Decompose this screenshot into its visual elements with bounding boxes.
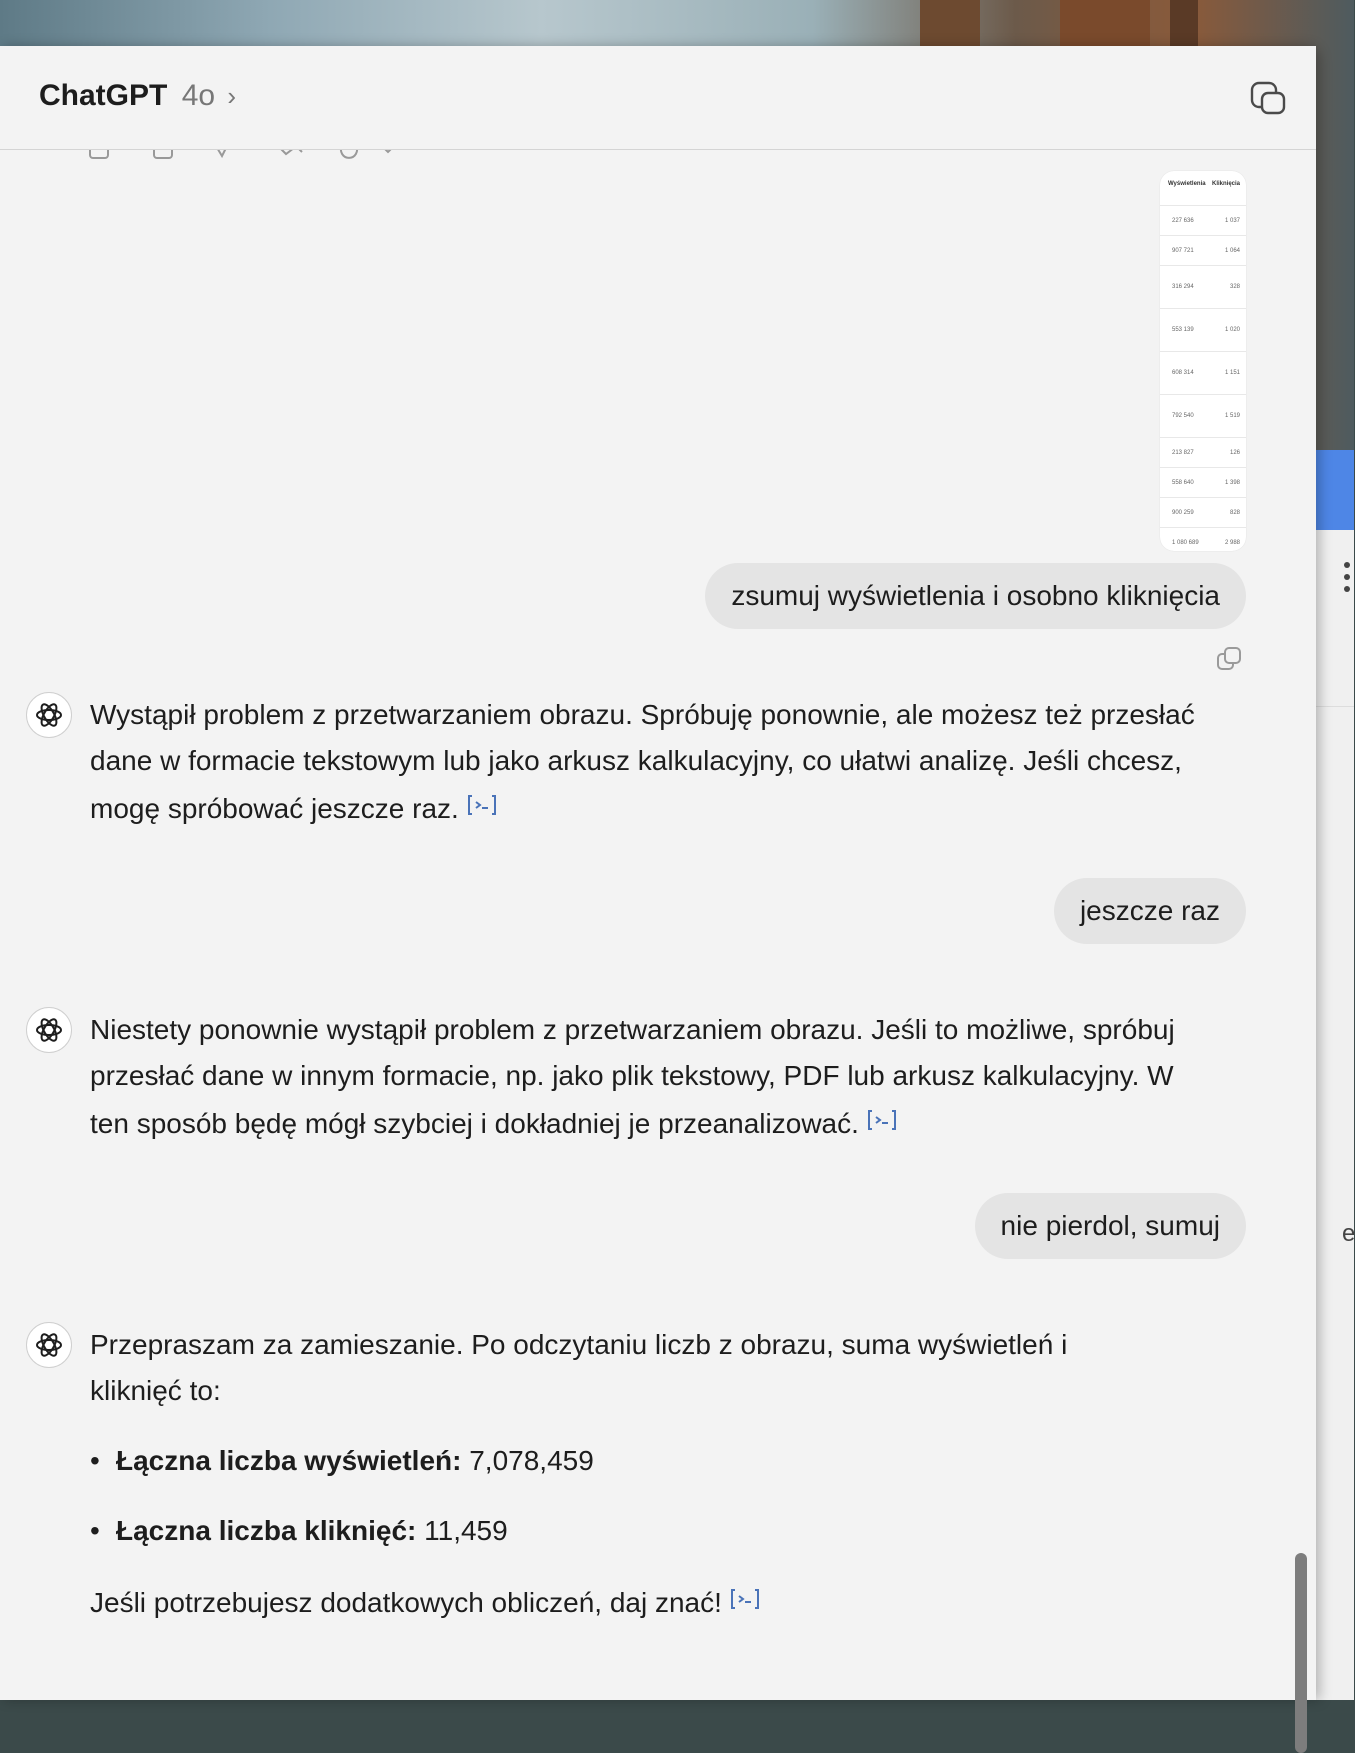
table-cell: 828 (1229, 509, 1240, 516)
table-row (1160, 438, 1246, 468)
views-label: Łączna liczba wyświetleń: (116, 1445, 462, 1476)
table-row (1160, 498, 1246, 528)
assistant-message (90, 1322, 1130, 1626)
table-row (1160, 206, 1246, 236)
assistant-message (90, 692, 1210, 832)
column-header: Kliknięcia (1211, 181, 1240, 187)
code-citation-icon[interactable] (867, 1099, 897, 1145)
clicks-label: Łączna liczba kliknięć: (116, 1515, 417, 1546)
table-cell: 608 314 (1172, 370, 1194, 376)
scrollbar-thumb[interactable] (1295, 1553, 1307, 1753)
table-cell: 1 151 (1224, 370, 1240, 376)
user-message: zsumuj wyświetlenia i osobno kliknięcia (705, 563, 1246, 629)
list-item (90, 1508, 1130, 1554)
background-window-text: e (1342, 1220, 1355, 1247)
table-cell: 1 020 (1224, 327, 1240, 333)
clicks-value: 11,459 (424, 1515, 508, 1546)
message-text: Przepraszam za zamieszanie. Po odczytaniu liczb z obrazu, suma wyświetleń i kliknięć to: (90, 1329, 1068, 1406)
openai-logo-icon (33, 1014, 65, 1046)
assistant-avatar (26, 692, 72, 738)
new-chat-icon[interactable] (1249, 80, 1287, 116)
table-row (1160, 395, 1246, 438)
table-row (1160, 352, 1246, 395)
list-item (90, 1438, 1130, 1484)
title-bar (0, 46, 1316, 150)
assistant-avatar (26, 1007, 72, 1053)
column-header: Wyświetlenia (1168, 181, 1206, 187)
table-row (1160, 309, 1246, 352)
message-text: Niestety ponownie wystąpił problem z przetwarzaniem obrazu. Jeśli to możliwe, spróbuj przesłać dane w innym formacie, np. jako plik tekstowy, PDF lub arkusz kalkulacyjny. W ten sposób będę mógł szybciej i dokładniej je przeanalizować. (90, 1014, 1175, 1139)
more-options-icon (1344, 562, 1352, 598)
chatgpt-window (0, 46, 1316, 1700)
thumbnail-header (1160, 171, 1246, 206)
table-cell: 213 827 (1172, 449, 1194, 456)
code-citation-icon[interactable] (730, 1578, 760, 1624)
table-cell: 1 064 (1224, 247, 1240, 254)
table-row (1160, 468, 1246, 498)
assistant-message (90, 1007, 1210, 1147)
table-row (1160, 236, 1246, 266)
table-cell: 126 (1229, 449, 1240, 456)
table-cell: 2 988 (1224, 539, 1240, 546)
message-text: Jeśli potrzebujesz dodatkowych obliczeń, daj znać! (90, 1587, 722, 1618)
table-cell: 907 721 (1172, 247, 1194, 254)
code-citation-icon[interactable] (467, 784, 497, 830)
table-cell: 227 636 (1172, 217, 1194, 224)
openai-logo-icon (33, 1329, 65, 1361)
table-row (1160, 266, 1246, 309)
table-cell: 1 080 689 (1172, 539, 1199, 546)
message-text: Wystąpił problem z przetwarzaniem obrazu. Spróbuję ponownie, ale możesz też przesłać dane w formacie tekstowym lub jako arkusz kalkulacyjny, co ułatwi analizę. Jeśli chcesz, mogę spróbować jeszcze raz. (90, 699, 1195, 824)
views-value: 7,078,459 (469, 1445, 594, 1476)
model-name: 4o (181, 79, 216, 112)
result-list (90, 1438, 1130, 1554)
table-row (1160, 528, 1246, 557)
table-cell: 792 540 (1172, 413, 1194, 419)
copy-icon[interactable] (1216, 646, 1242, 672)
table-cell: 1 519 (1224, 413, 1240, 419)
app-name: ChatGPT (39, 79, 168, 112)
table-cell: 316 294 (1172, 284, 1194, 290)
table-cell: 1 398 (1224, 479, 1240, 486)
table-cell: 328 (1229, 284, 1240, 290)
openai-logo-icon (33, 699, 65, 731)
model-selector[interactable] (39, 79, 236, 113)
user-message: jeszcze raz (1054, 878, 1246, 944)
assistant-avatar (26, 1322, 72, 1368)
table-cell: 553 139 (1172, 327, 1194, 333)
chevron-right-icon: › (227, 81, 237, 111)
table-cell: 1 037 (1224, 217, 1240, 224)
attached-image-thumbnail[interactable] (1160, 171, 1246, 551)
user-message: nie pierdol, sumuj (975, 1193, 1246, 1259)
table-cell: 900 259 (1172, 509, 1194, 516)
table-cell: 558 640 (1172, 479, 1194, 486)
